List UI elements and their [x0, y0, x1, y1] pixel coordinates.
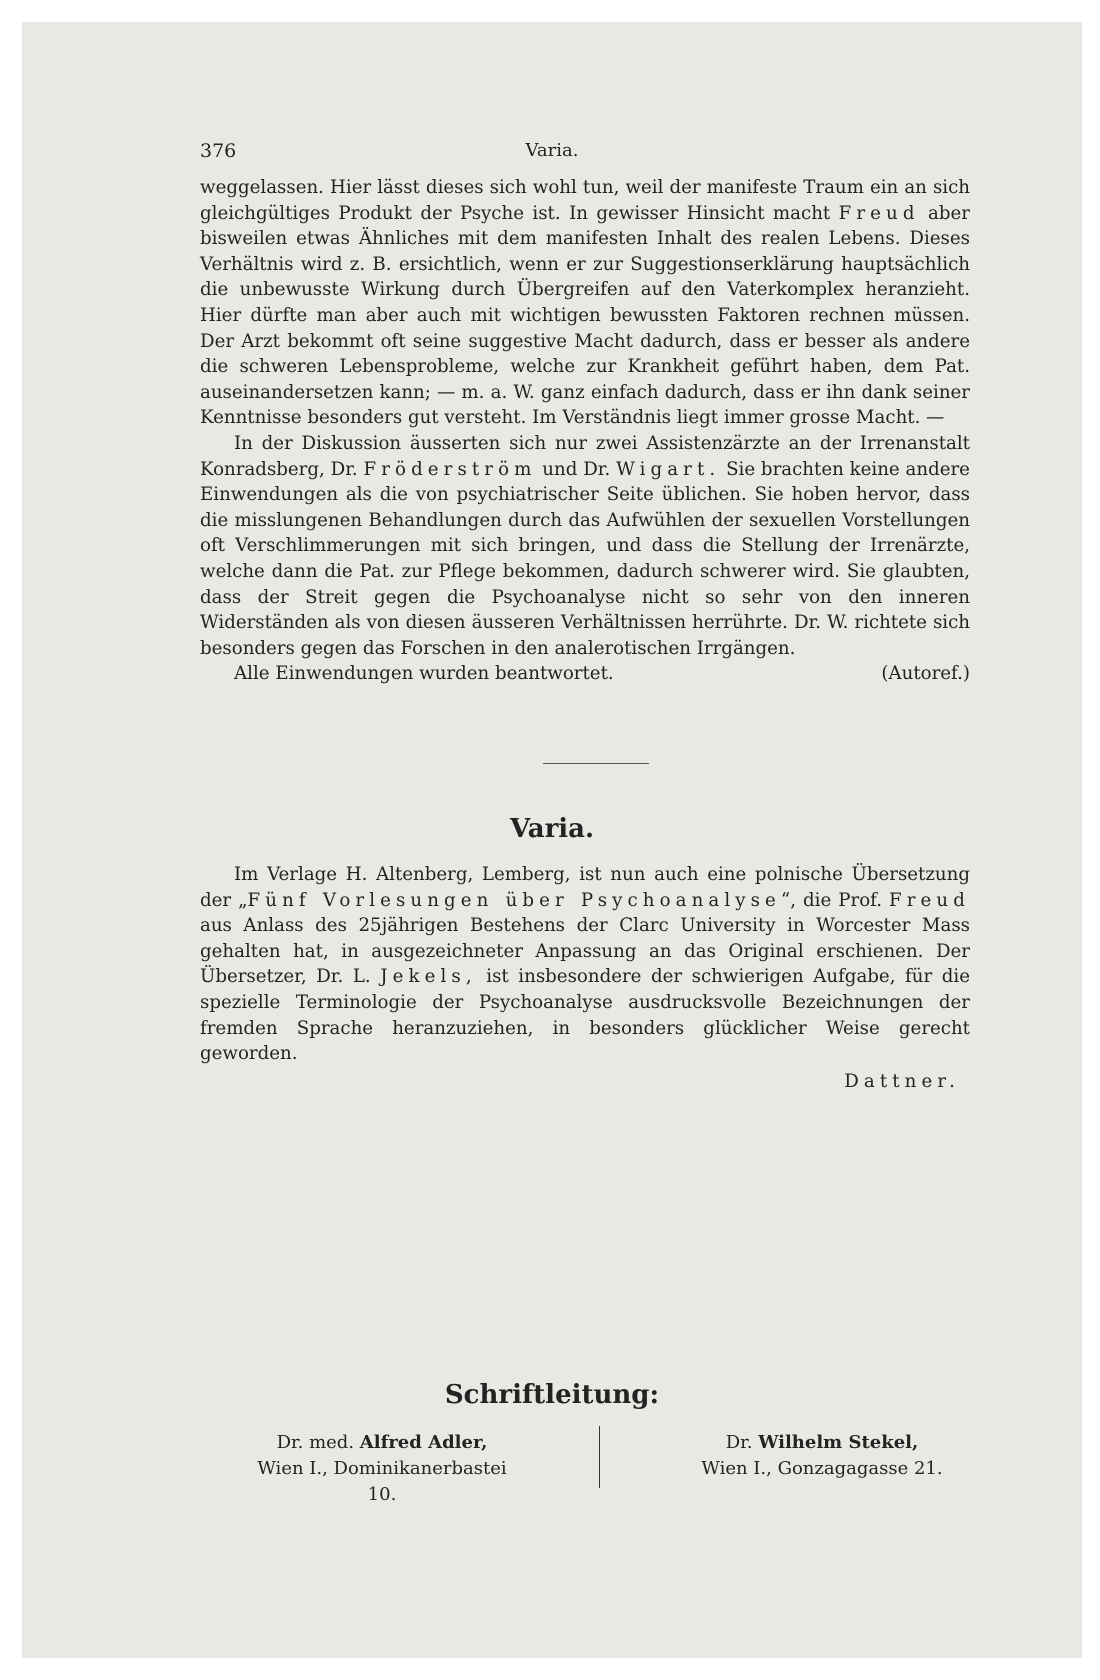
- editorial-divider: [599, 1426, 600, 1488]
- varia-heading: Varia.: [509, 814, 595, 844]
- section-divider: [543, 763, 649, 764]
- editor-left-line: [242, 1430, 522, 1456]
- author-name-freud: Freud: [889, 889, 970, 911]
- author-name-froederstroem: Fröderström: [363, 458, 537, 480]
- editor-name: Alfred Adler,: [359, 1432, 488, 1453]
- page-header: [22, 140, 1082, 164]
- editor-right: [682, 1430, 962, 1482]
- discussion-section: [200, 175, 970, 687]
- varia-signature: Dattner.: [844, 1070, 960, 1092]
- text-run: aber bisweilen etwas Ähnliches mit dem manifesten Inhalt des realen Lebens. Dieses Verhältnis wird z. B. ersichtlich, wenn er zur Suggestionserklärung hauptsächlich die unbewusste Wirkung durch Übergreifen auf den Vaterkomplex heranzieht. Hier dürfte man aber auch mit wichtigen bewussten Faktoren rechnen müssen. Der Arzt bekommt oft seine suggestive Macht dadurch, dass er besser als andere die schweren Lebensprobleme, welche zur Krankheit geführt haben, dem Pat. auseinandersetzen kann; — m. a. W. ganz einfach dadurch, dass er ihn dank seiner Kenntnisse besonders gut versteht. Im Verständnis liegt immer grosse Macht. —: [200, 202, 970, 429]
- varia-section: [200, 862, 970, 1094]
- text-run: ist insbesondere der schwierigen Aufgabe, für die spezielle Terminologie der Psychoanalyse ausdrucksvolle Bezeichnungen der fremden Sprache heranzuziehen, in besonders glücklicher Weise gerecht geworden.: [200, 966, 970, 1065]
- text-run: und Dr.: [542, 458, 611, 480]
- editor-prefix: Dr. med.: [276, 1432, 355, 1453]
- varia-paragraph: [200, 862, 970, 1067]
- page-number: 376: [200, 140, 237, 162]
- editor-address: Wien I., Gonzagagasse 21.: [701, 1458, 943, 1479]
- text-run: Im Verlage H. Altenberg, Lemberg, ist nun auch eine polnische Übersetzung der „: [200, 864, 970, 911]
- text-run: “, die Prof.: [780, 889, 883, 911]
- author-name-freud: Freud: [838, 202, 920, 224]
- text-run: aus Anlass des 25jährigen Bestehens der Clarc University in Worcester Mass gehalten hat, in ausgezeichneter Anpassung an das Original erschienen. Der Übersetzer, Dr. L.: [200, 915, 970, 988]
- editor-address: Wien I., Dominikanerbastei 10.: [257, 1458, 507, 1505]
- autoref-signature: (Autoref.): [881, 663, 970, 685]
- discussion-paragraph-3: [200, 661, 970, 687]
- editorial-title: Schriftleitung:: [444, 1380, 660, 1410]
- text-run: weggelassen. Hier lässt dieses sich wohl tun, weil der manifeste Traum ein an sich gleichgültiges Produkt der Psyche ist. In gewisser Hinsicht macht: [200, 177, 970, 224]
- running-title: Varia.: [525, 140, 579, 161]
- author-name-wigart: Wigart.: [616, 458, 721, 480]
- editor-left: [242, 1430, 522, 1508]
- text-run: Sie brachten keine andere Einwendungen als die von psychiatrischer Seite üblichen. Sie hoben hervor, dass die misslungenen Behandlungen durch das Aufwühlen der sexuellen Vorstellungen oft Verschlimmerungen mit sich bringen, und dass die Stellung der Irrenärzte, welche dann die Pat. zur Pflege bekommen, dadurch schwerer wird. Sie glaubten, dass der Streit gegen die Psychoanalyse nicht so sehr von den inneren Widerständen als von diesen äusseren Verhältnissen herrührte. Dr. W. richtete sich besonders gegen das Forschen in den analerotischen Irrgängen.: [200, 458, 970, 659]
- text-run: In der Diskussion äusserten sich nur zwei Assistenzärzte an der Irrenanstalt Konradsberg, Dr.: [200, 432, 970, 480]
- discussion-paragraph-1: [200, 175, 970, 431]
- discussion-paragraph-2: [200, 431, 970, 661]
- book-title: Fünf Vorlesungen über Psychoanalyse: [247, 889, 781, 911]
- text-run: Alle Einwendungen wurden beantwortet.: [234, 663, 614, 685]
- editor-right-line: [682, 1430, 962, 1456]
- editor-name: Wilhelm Stekel,: [758, 1432, 919, 1453]
- page: [22, 22, 1082, 1658]
- author-name-jekels: Jekels,: [380, 966, 477, 988]
- editor-prefix: Dr.: [725, 1432, 753, 1453]
